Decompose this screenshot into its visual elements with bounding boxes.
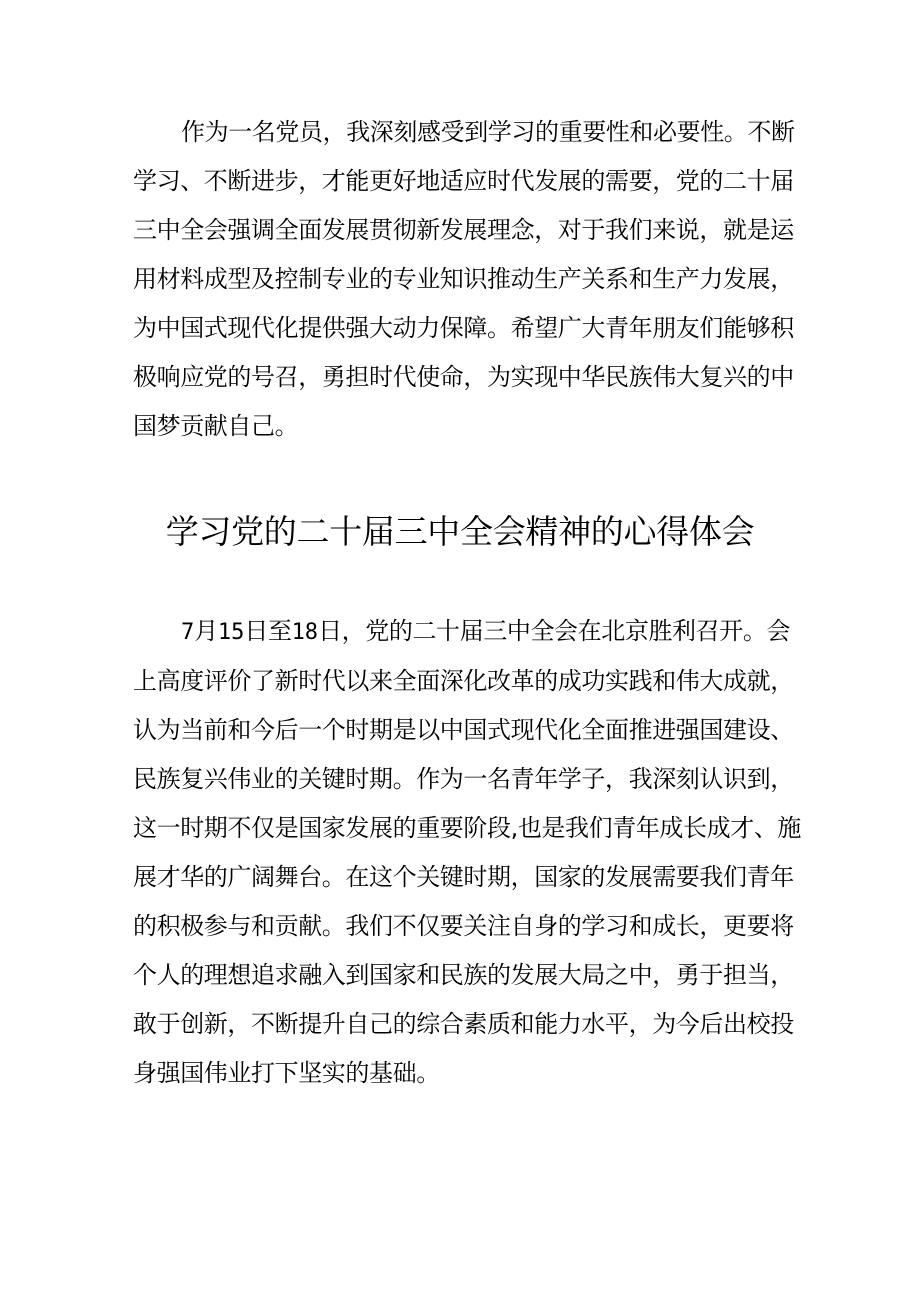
section-heading: 学习党的二十届三中全会精神的心得体会 — [165, 512, 755, 551]
paragraph-line: 为中国式现代化提供强大动力保障。希望广大青年朋友们能够积 — [133, 314, 794, 342]
paragraph-plenary-session-reflection — [133, 607, 802, 1098]
paragraph-line: 这一时期不仅是国家发展的重要阶段,也是我们青年成长成才、施 — [133, 814, 802, 842]
paragraph-line: 个人的理想追求融入到国家和民族的发展大局之中，勇于担当， — [133, 961, 794, 989]
paragraph-line: 敢于创新，不断提升自己的综合素质和能力水平，为今后出校投 — [133, 1010, 794, 1038]
paragraph-line: 国梦贡献自己。 — [133, 412, 299, 440]
date-connector: 日至 — [244, 617, 292, 645]
paragraph-line: 展才华的广阔舞台。在这个关键时期，国家的发展需要我们青年 — [133, 863, 794, 891]
paragraph-line: 身强国伟业打下坚实的基础。 — [133, 1059, 440, 1087]
date-day-end: 18 — [291, 620, 319, 645]
paragraph-line: 用材料成型及控制专业的专业知识推动生产关系和生产力发展， — [133, 265, 794, 293]
paragraph-line: 学习、不断进步，才能更好地适应时代发展的需要，党的二十届 — [133, 167, 794, 195]
paragraph-line: 的积极参与和贡献。我们不仅要关注自身的学习和成长，更要将 — [133, 912, 794, 940]
paragraph-party-member-reflection — [133, 108, 795, 451]
date-day-start: 15 — [217, 620, 245, 645]
paragraph-line: 认为当前和今后一个时期是以中国式现代化全面推进强国建设、 — [133, 716, 794, 744]
date-month: 7 — [181, 620, 195, 645]
paragraph-line: 上高度评价了新时代以来全面深化改革的成功实践和伟大成就， — [133, 667, 794, 695]
paragraph-line: 极响应党的号召，勇担时代使命，为实现中华民族伟大复兴的中 — [133, 363, 794, 391]
paragraph-line: 三中全会强调全面发展贯彻新发展理念，对于我们来说，就是运 — [133, 216, 794, 244]
first-line-rest: 日，党的二十届三中全会在北京胜利召开。会 — [318, 617, 791, 645]
date-month-unit: 月 — [194, 617, 218, 645]
paragraph-line: 作为一名党员，我深刻感受到学习的重要性和必要性。不断 — [181, 118, 795, 146]
paragraph-first-line — [133, 607, 795, 657]
paragraph-line: 民族复兴伟业的关键时期。作为一名青年学子，我深刻认识到， — [133, 765, 794, 793]
